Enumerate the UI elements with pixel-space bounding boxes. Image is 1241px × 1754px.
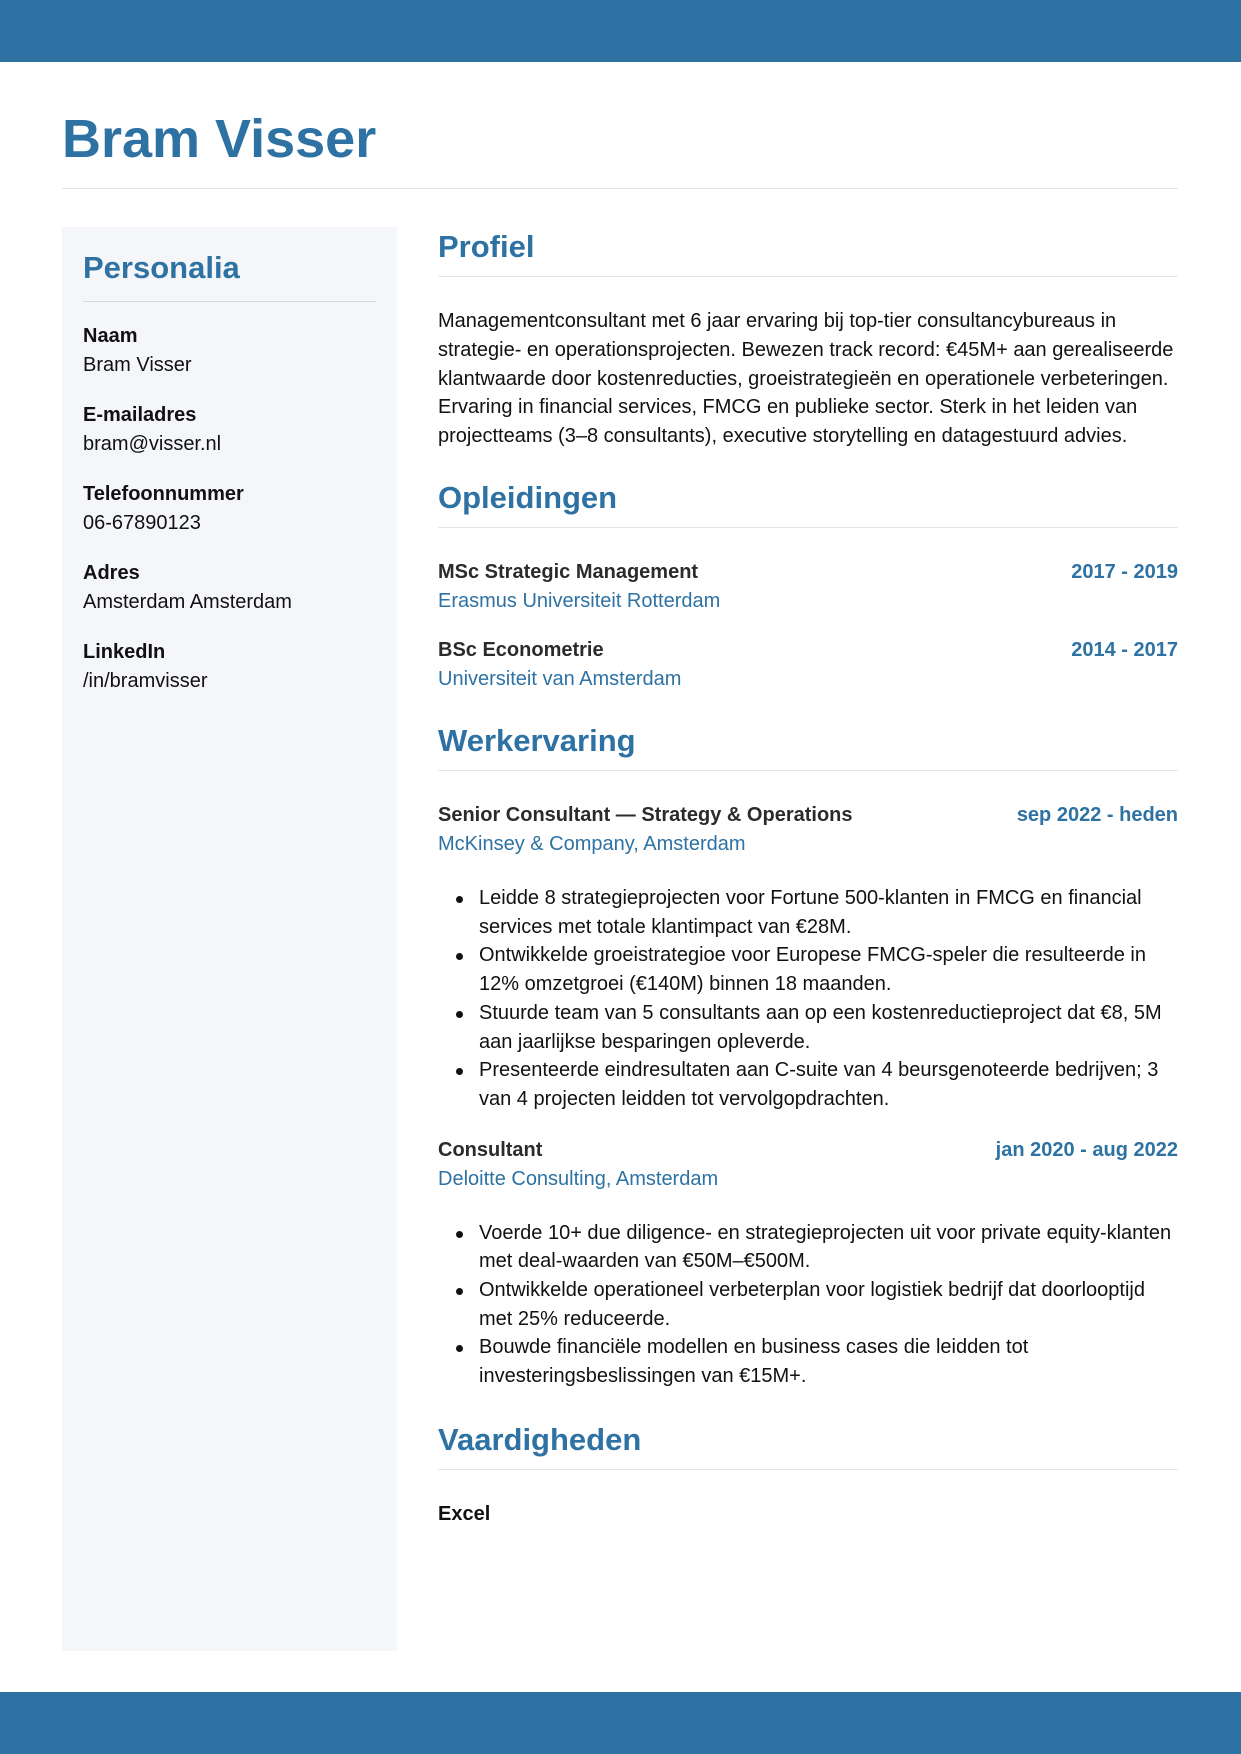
bullet-item (456, 999, 1178, 1056)
bullet-dot-icon (456, 1288, 463, 1295)
section-title: Vaardigheden (438, 1421, 642, 1457)
education-entry (438, 558, 1178, 616)
email-value[interactable]: bram@visser.nl (83, 433, 222, 455)
school-name: Universiteit van Amsterdam (438, 667, 682, 690)
bullet-text: Voerde 10+ due diligence- en strategieprojecten uit voor private equity-klanten met deal-waarden van €50M–€500M. (479, 1221, 1172, 1273)
school-name: Erasmus Universiteit Rotterdam (438, 589, 721, 612)
section-title: Werkervaring (438, 722, 636, 758)
bullet-item (456, 1333, 1178, 1390)
bullet-dot-icon (456, 896, 463, 903)
bullet-text: Ontwikkelde groeistrategioe voor Europese FMCG-speler die resulteerde in 12% omzetgroei (€140M) binnen 18 maanden. (479, 944, 1146, 996)
job-period: sep 2022 - heden (1016, 803, 1178, 826)
resume-header (62, 104, 1178, 189)
profile-text: Managementconsultant met 6 jaar ervaring bij top-tier consultancybureaus in strategie- en operationsprojecten. Bewezen track record: €45M+ aan gerealiseerde klantwaarde door kostenreducties, groeistrategieën en operationele verbeteringen. Ervaring in financial services, FMCG en publieke sector. Sterk in het leiden van projectteams (3–8 consultants), executive storytelling en datagestuurd advies. (438, 310, 1174, 448)
bullet-text: Ontwikkelde operationeel verbeterplan voor logistiek bedrijf dat doorlooptijd met 25% reduceerde. (479, 1279, 1145, 1330)
field-linkedin (83, 638, 376, 696)
job-bullets (438, 1219, 1178, 1391)
field-email (83, 401, 376, 459)
bullet-text: Bouwde financiële modellen en business cases die leidden tot investeringsbeslissingen van €15M+. (479, 1336, 1029, 1388)
sidebar-divider (83, 301, 376, 302)
skills-section (438, 1413, 1178, 1529)
main-content (438, 220, 1178, 1549)
bullet-item (456, 1219, 1178, 1276)
bottom-color-band (0, 1692, 1241, 1754)
personal-info-sidebar (62, 227, 397, 1651)
field-label: Adres (83, 562, 140, 584)
job-bullets (438, 884, 1178, 1114)
bullet-text: Leidde 8 strategieprojecten voor Fortune 500-klanten in FMCG en financial services met totale klantimpact van €28M. (479, 886, 1142, 938)
bullet-dot-icon (456, 1231, 463, 1238)
job-entry (438, 1136, 1178, 1391)
section-title: Opleidingen (438, 479, 618, 515)
bullet-text: Presenteerde eindresultaten aan C-suite van 4 beursgenoteerde bedrijven; 3 van 4 projecten leidden tot vervolgopdrachten. (479, 1059, 1159, 1110)
job-entry (438, 801, 1178, 1114)
top-color-band (0, 0, 1241, 62)
address-value: Amsterdam Amsterdam (83, 591, 292, 613)
bullet-item (456, 1056, 1178, 1113)
job-role: Senior Consultant — Strategy & Operations (438, 803, 853, 826)
field-label: Telefoonnummer (83, 483, 244, 505)
personal-fields (83, 322, 376, 696)
sidebar-title: Personalia (83, 250, 240, 285)
field-label: E-mailadres (83, 404, 197, 426)
skill-item: Excel (438, 1502, 491, 1525)
education-section (438, 471, 1178, 694)
bullet-dot-icon (456, 1068, 463, 1075)
bullet-item (456, 941, 1178, 998)
bullet-dot-icon (456, 953, 463, 960)
experience-section (438, 714, 1178, 1391)
field-label: LinkedIn (83, 641, 166, 663)
profile-section (438, 220, 1178, 451)
candidate-name: Bram Visser (62, 109, 377, 169)
company-name: Deloitte Consulting, Amsterdam (438, 1167, 719, 1190)
job-period: jan 2020 - aug 2022 (995, 1138, 1178, 1161)
degree-title: BSc Econometrie (438, 638, 604, 661)
bullet-item (456, 884, 1178, 941)
bullet-text: Stuurde team van 5 consultants aan op een kostenreductieproject dat €8, 5M aan jaarlijkse besparingen opleverde. (479, 1001, 1162, 1053)
field-address (83, 559, 376, 617)
header-divider (62, 188, 1178, 189)
field-name (83, 322, 376, 380)
section-title: Profiel (438, 229, 535, 264)
education-entry (438, 636, 1178, 694)
field-label: Naam (83, 325, 138, 347)
field-value: Bram Visser (83, 354, 192, 376)
bullet-item (456, 1276, 1178, 1333)
field-phone (83, 480, 376, 538)
company-name: McKinsey & Company, Amsterdam (438, 832, 746, 855)
education-period: 2017 - 2019 (1071, 560, 1178, 583)
education-period: 2014 - 2017 (1071, 638, 1178, 661)
bullet-dot-icon (456, 1011, 463, 1018)
linkedin-value[interactable]: /in/bramvisser (83, 670, 208, 692)
bullet-dot-icon (456, 1345, 463, 1352)
degree-title: MSc Strategic Management (438, 560, 699, 583)
job-role: Consultant (438, 1138, 543, 1161)
phone-value: 06-67890123 (83, 512, 201, 534)
